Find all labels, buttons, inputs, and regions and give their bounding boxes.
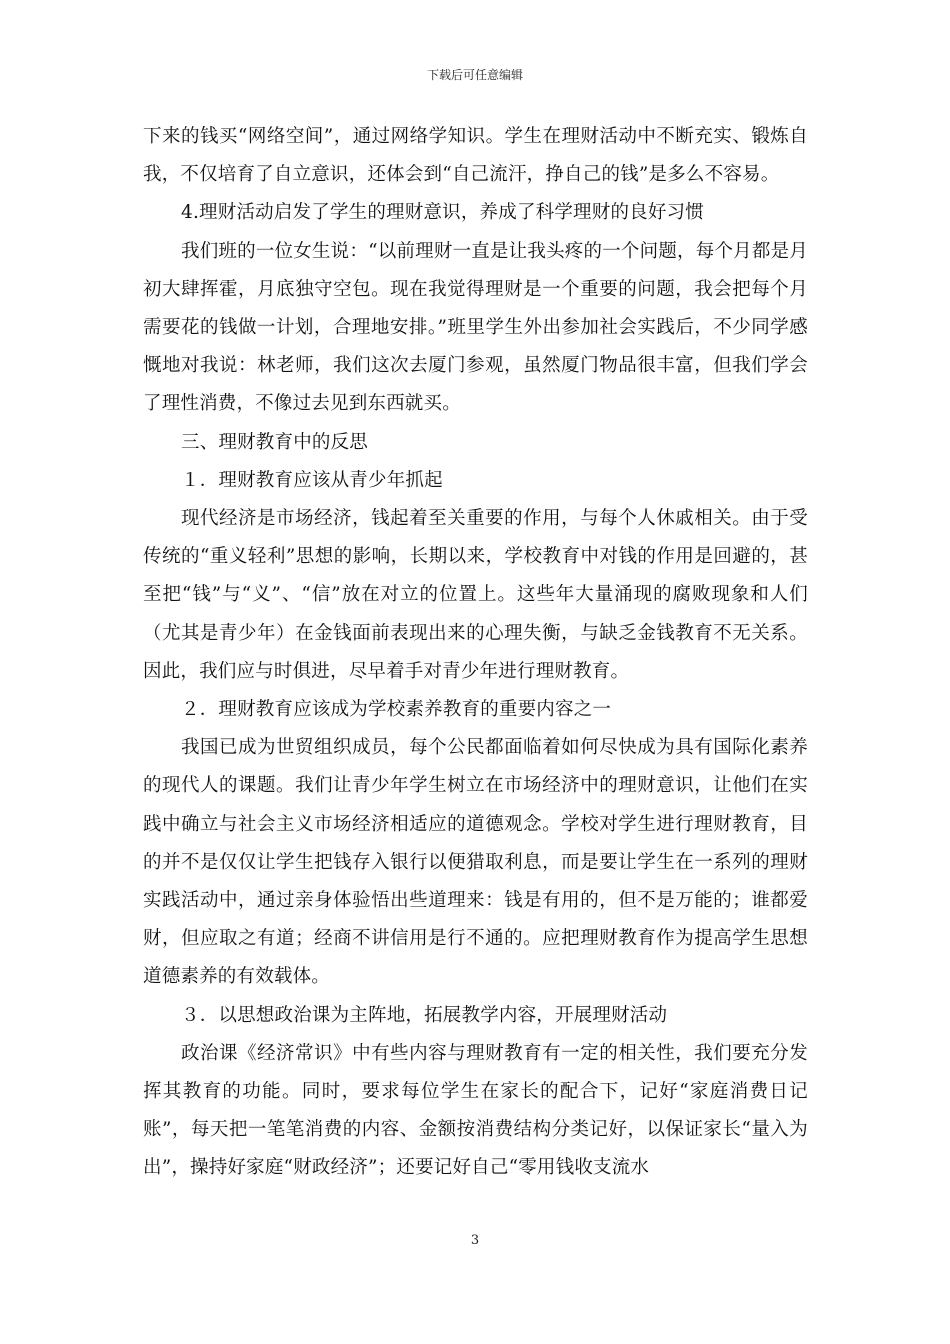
- section-heading: 4.理财活动启发了学生的理财意识，养成了科学理财的良好习惯: [181, 202, 704, 224]
- page-header: 下载后可任意编辑: [426, 68, 523, 82]
- paragraph: 政治课《经济常识》中有些内容与理财教育有一定的相关性，我们要充分发挥其教育的功能。同时，要求每位学生在家长的配合下，记好“家庭消费日记账”，每天把一笔笔消费的内容、金额按消费结构分类记好，以保证家长“量入为出”，操持好家庭“财政经济”；还要记好自己“零用钱收支流水: [143, 1042, 808, 1179]
- section-heading: ２．理财教育应该成为学校素养教育的重要内容之一: [181, 699, 612, 721]
- paragraph: 我国已成为世贸组织成员，每个公民都面临着如何尽快成为具有国际化素养的现代人的课题。我们让青少年学生树立在市场经济中的理财意识，让他们在实践中确立与社会主义市场经济相适应的道德观念。学校对学生进行理财教育，目的并不是仅仅让学生把钱存入银行以便猎取利息，而是要让学生在一系列的理财实践活动中，通过亲身体验悟出些道理来：钱是有用的，但不是万能的；谁都爱财，但应取之有道；经商不讲信用是行不通的。应把理财教育作为提高学生思想道德素养的有效载体。: [143, 737, 808, 988]
- section-heading: １．理财教育应该从青少年抓起: [181, 469, 443, 491]
- document-body: [143, 118, 808, 1188]
- section-heading: 三、理财教育中的反思: [181, 431, 369, 453]
- page-number: 3: [470, 1233, 480, 1248]
- paragraph: 现代经济是市场经济，钱起着至关重要的作用，与每个人休戚相关。由于受传统的“重义轻利”思想的影响，长期以来，学校教育中对钱的作用是回避的，甚至把“钱”与“义”、“信”放在对立的位置上。这些年大量涌现的腐败现象和人们（尤其是青少年）在金钱面前表现出来的心理失衡，与缺乏金钱教育不无关系。因此，我们应与时俱进，尽早着手对青少年进行理财教育。: [143, 508, 808, 682]
- section-heading: ３．以思想政治课为主阵地，拓展教学内容，开展理财活动: [181, 1004, 668, 1026]
- paragraph: 下来的钱买“网络空间”，通过网络学知识。学生在理财活动中不断充实、锻炼自我，不仅培育了自立意识，还体会到“自己流汗，挣自己的钱”是多么不容易。: [143, 126, 808, 186]
- paragraph: 我们班的一位女生说：“以前理财一直是让我头疼的一个问题，每个月都是月初大肆挥霍，月底独守空包。现在我觉得理财是一个重要的问题，我会把每个月需要花的钱做一计划，合理地安排。”班里学生外出参加社会实践后，不少同学感慨地对我说：林老师，我们这次去厦门参观，虽然厦门物品很丰富，但我们学会了理性消费，不像过去见到东西就买。: [143, 240, 808, 415]
